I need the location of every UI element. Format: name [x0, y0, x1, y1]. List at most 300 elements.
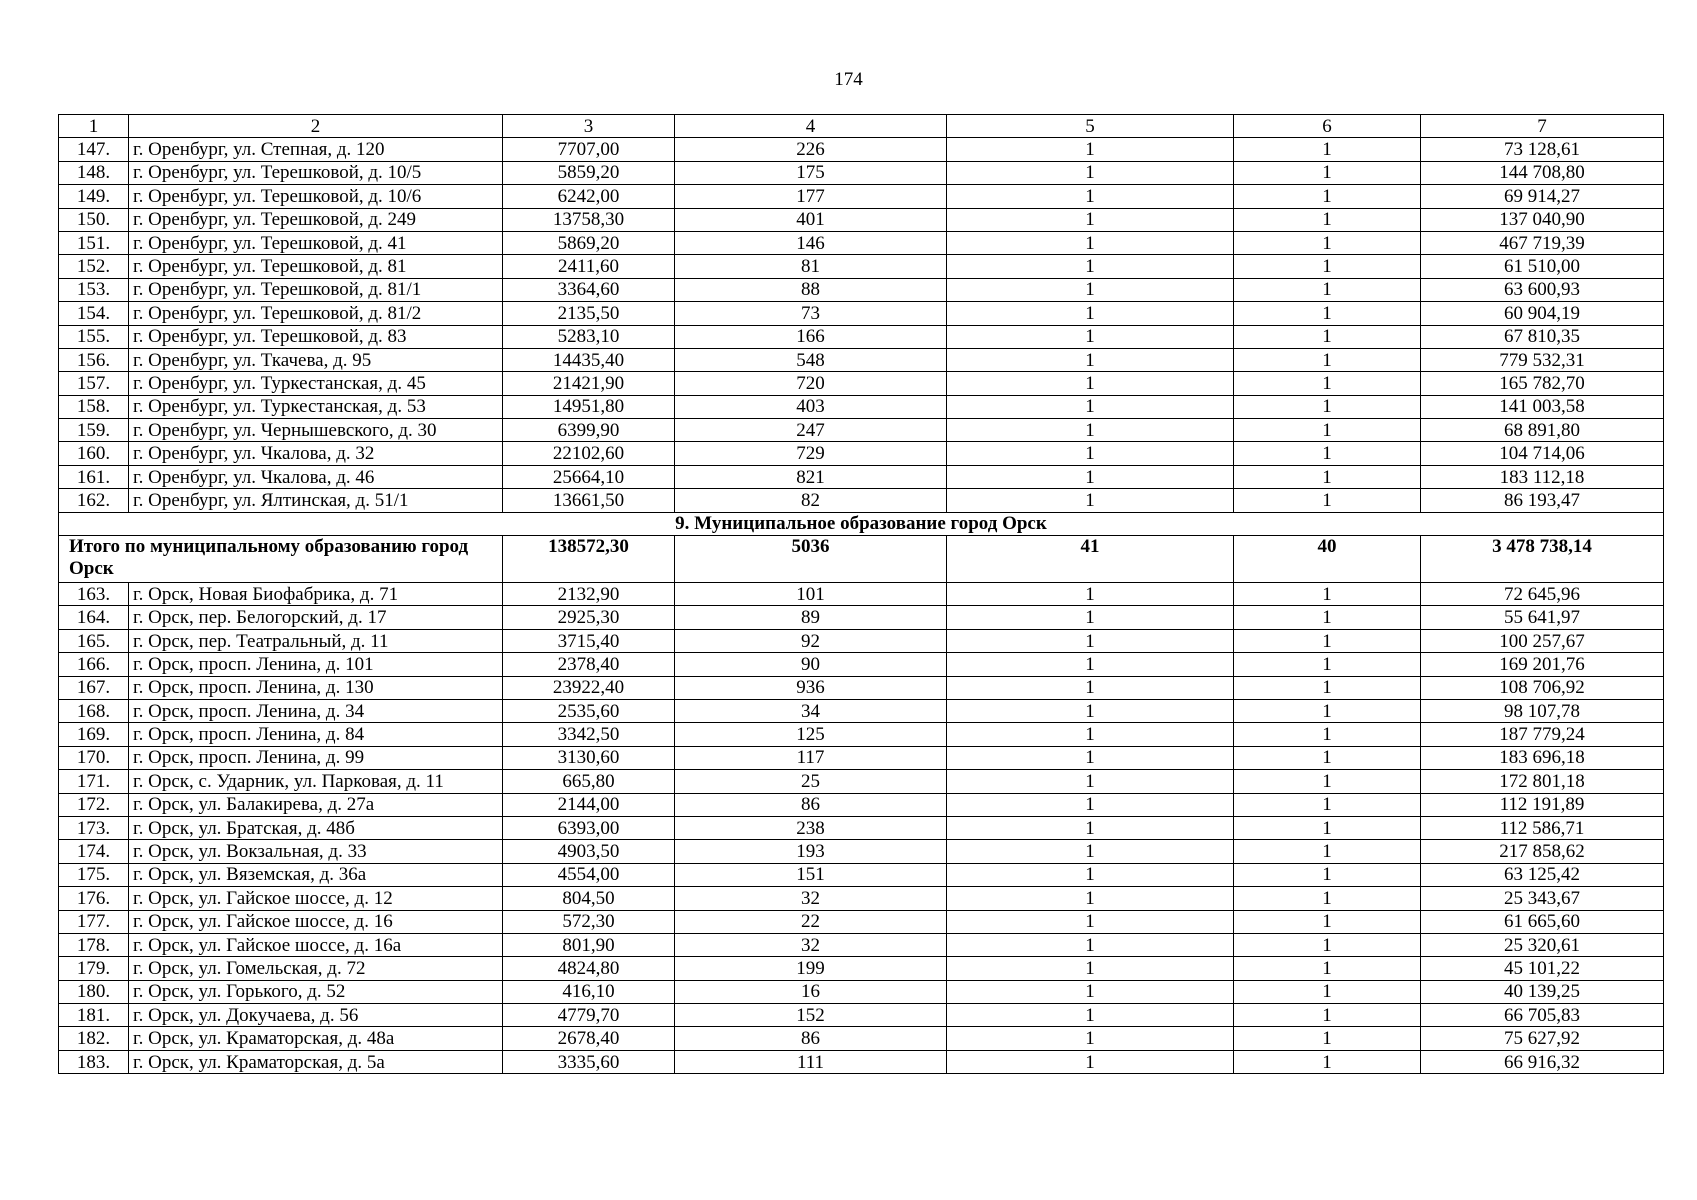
col5-cell: 1 [947, 606, 1234, 629]
row-number: 182. [59, 1027, 129, 1050]
area-cell: 5283,10 [503, 325, 675, 348]
row-number: 174. [59, 840, 129, 863]
col5-cell: 1 [947, 816, 1234, 839]
address-cell: г. Орск, ул. Краматорская, д. 48а [129, 1027, 503, 1050]
col5-cell: 1 [947, 746, 1234, 769]
cost-cell: 172 801,18 [1421, 770, 1664, 793]
cost-cell: 187 779,24 [1421, 723, 1664, 746]
cost-cell: 25 320,61 [1421, 933, 1664, 956]
cost-cell: 104 714,06 [1421, 442, 1664, 465]
address-cell: г. Оренбург, ул. Чкалова, д. 46 [129, 465, 503, 488]
col5-cell: 1 [947, 863, 1234, 886]
table-row [59, 746, 1664, 769]
table-row [59, 933, 1664, 956]
table-row [59, 208, 1664, 231]
cost-cell: 467 719,39 [1421, 231, 1664, 254]
column-header: 1 [59, 115, 129, 138]
row-number: 167. [59, 676, 129, 699]
row-number: 162. [59, 489, 129, 512]
col5-cell: 1 [947, 372, 1234, 395]
cost-cell: 67 810,35 [1421, 325, 1664, 348]
col6-cell: 1 [1234, 1004, 1421, 1027]
column-header: 3 [503, 115, 675, 138]
table-row [59, 676, 1664, 699]
address-cell: г. Орск, просп. Ленина, д. 130 [129, 676, 503, 699]
row-number: 158. [59, 395, 129, 418]
table-row [59, 887, 1664, 910]
col6-cell: 1 [1234, 653, 1421, 676]
col6-cell: 1 [1234, 793, 1421, 816]
total-label: Итого по муниципальному образованию город Орск [59, 536, 503, 583]
area-cell: 6399,90 [503, 419, 675, 442]
cost-cell: 165 782,70 [1421, 372, 1664, 395]
cost-cell: 100 257,67 [1421, 629, 1664, 652]
col5-cell: 1 [947, 302, 1234, 325]
col6-cell: 1 [1234, 489, 1421, 512]
col5-cell: 1 [947, 489, 1234, 512]
cost-cell: 45 101,22 [1421, 957, 1664, 980]
table-row [59, 138, 1664, 161]
col6-cell: 1 [1234, 325, 1421, 348]
residents-cell: 90 [675, 653, 947, 676]
area-cell: 3130,60 [503, 746, 675, 769]
residents-cell: 73 [675, 302, 947, 325]
table-row [59, 465, 1664, 488]
col5-cell: 1 [947, 1004, 1234, 1027]
residents-cell: 199 [675, 957, 947, 980]
col5-cell: 1 [947, 653, 1234, 676]
cost-cell: 72 645,96 [1421, 583, 1664, 606]
table-row [59, 770, 1664, 793]
cost-cell: 183 112,18 [1421, 465, 1664, 488]
row-number: 155. [59, 325, 129, 348]
address-cell: г. Оренбург, ул. Терешковой, д. 41 [129, 231, 503, 254]
area-cell: 7707,00 [503, 138, 675, 161]
table-row [59, 231, 1664, 254]
address-cell: г. Оренбург, ул. Терешковой, д. 83 [129, 325, 503, 348]
area-cell: 14435,40 [503, 348, 675, 371]
address-cell: г. Орск, пер. Белогорский, д. 17 [129, 606, 503, 629]
row-number: 156. [59, 348, 129, 371]
residents-cell: 81 [675, 255, 947, 278]
col6-cell: 1 [1234, 887, 1421, 910]
address-cell: г. Оренбург, ул. Терешковой, д. 10/6 [129, 185, 503, 208]
col6-cell: 1 [1234, 816, 1421, 839]
cost-cell: 183 696,18 [1421, 746, 1664, 769]
area-cell: 21421,90 [503, 372, 675, 395]
col5-cell: 1 [947, 910, 1234, 933]
col6-cell: 1 [1234, 255, 1421, 278]
col6-cell: 1 [1234, 933, 1421, 956]
section-heading: 9. Муниципальное образование город Орск [59, 512, 1664, 535]
col6-cell: 1 [1234, 185, 1421, 208]
residents-cell: 25 [675, 770, 947, 793]
col6-cell: 1 [1234, 840, 1421, 863]
row-number: 181. [59, 1004, 129, 1027]
col5-cell: 1 [947, 185, 1234, 208]
area-cell: 2135,50 [503, 302, 675, 325]
cost-cell: 60 904,19 [1421, 302, 1664, 325]
table-row [59, 793, 1664, 816]
area-cell: 3715,40 [503, 629, 675, 652]
col5-cell: 1 [947, 770, 1234, 793]
table-row [59, 395, 1664, 418]
table-row [59, 583, 1664, 606]
column-header: 5 [947, 115, 1234, 138]
row-number: 172. [59, 793, 129, 816]
total-col5: 41 [947, 536, 1234, 583]
cost-cell: 108 706,92 [1421, 676, 1664, 699]
area-cell: 804,50 [503, 887, 675, 910]
area-cell: 3364,60 [503, 278, 675, 301]
column-header: 6 [1234, 115, 1421, 138]
col5-cell: 1 [947, 395, 1234, 418]
cost-cell: 68 891,80 [1421, 419, 1664, 442]
table-row [59, 653, 1664, 676]
row-number: 166. [59, 653, 129, 676]
row-number: 160. [59, 442, 129, 465]
table-row [59, 957, 1664, 980]
residents-cell: 89 [675, 606, 947, 629]
area-cell: 22102,60 [503, 442, 675, 465]
address-cell: г. Орск, просп. Ленина, д. 99 [129, 746, 503, 769]
area-cell: 572,30 [503, 910, 675, 933]
address-cell: г. Орск, Новая Биофабрика, д. 71 [129, 583, 503, 606]
residents-cell: 88 [675, 278, 947, 301]
residents-cell: 32 [675, 887, 947, 910]
residents-cell: 151 [675, 863, 947, 886]
col5-cell: 1 [947, 255, 1234, 278]
total-row [59, 536, 1664, 583]
row-number: 165. [59, 629, 129, 652]
residents-cell: 548 [675, 348, 947, 371]
cost-cell: 63 125,42 [1421, 863, 1664, 886]
col6-cell: 1 [1234, 699, 1421, 722]
address-cell: г. Оренбург, ул. Степная, д. 120 [129, 138, 503, 161]
table-body [59, 115, 1664, 1074]
residents-cell: 821 [675, 465, 947, 488]
col5-cell: 1 [947, 419, 1234, 442]
total-residents: 5036 [675, 536, 947, 583]
table-row [59, 606, 1664, 629]
table-row [59, 1050, 1664, 1073]
area-cell: 2378,40 [503, 653, 675, 676]
row-number: 153. [59, 278, 129, 301]
address-cell: г. Орск, пер. Театральный, д. 11 [129, 629, 503, 652]
col5-cell: 1 [947, 278, 1234, 301]
table-row [59, 348, 1664, 371]
row-number: 154. [59, 302, 129, 325]
cost-cell: 137 040,90 [1421, 208, 1664, 231]
residents-cell: 32 [675, 933, 947, 956]
row-number: 176. [59, 887, 129, 910]
col5-cell: 1 [947, 442, 1234, 465]
cost-cell: 66 705,83 [1421, 1004, 1664, 1027]
col6-cell: 1 [1234, 161, 1421, 184]
residents-cell: 401 [675, 208, 947, 231]
address-cell: г. Орск, ул. Горького, д. 52 [129, 980, 503, 1003]
table-row [59, 185, 1664, 208]
col6-cell: 1 [1234, 770, 1421, 793]
area-cell: 6393,00 [503, 816, 675, 839]
row-number: 164. [59, 606, 129, 629]
row-number: 173. [59, 816, 129, 839]
residents-cell: 82 [675, 489, 947, 512]
row-number: 178. [59, 933, 129, 956]
area-cell: 25664,10 [503, 465, 675, 488]
address-cell: г. Оренбург, ул. Терешковой, д. 249 [129, 208, 503, 231]
row-number: 150. [59, 208, 129, 231]
row-number: 147. [59, 138, 129, 161]
area-cell: 23922,40 [503, 676, 675, 699]
area-cell: 4554,00 [503, 863, 675, 886]
column-header: 4 [675, 115, 947, 138]
cost-cell: 66 916,32 [1421, 1050, 1664, 1073]
table-row [59, 629, 1664, 652]
address-cell: г. Оренбург, ул. Туркестанская, д. 53 [129, 395, 503, 418]
col6-cell: 1 [1234, 606, 1421, 629]
col5-cell: 1 [947, 348, 1234, 371]
col5-cell: 1 [947, 465, 1234, 488]
table-row [59, 372, 1664, 395]
address-cell: г. Оренбург, ул. Терешковой, д. 81/1 [129, 278, 503, 301]
residents-cell: 101 [675, 583, 947, 606]
area-cell: 2144,00 [503, 793, 675, 816]
column-header: 2 [129, 115, 503, 138]
table-row [59, 325, 1664, 348]
area-cell: 6242,00 [503, 185, 675, 208]
cost-cell: 144 708,80 [1421, 161, 1664, 184]
cost-cell: 112 586,71 [1421, 816, 1664, 839]
table-row [59, 1004, 1664, 1027]
residents-cell: 193 [675, 840, 947, 863]
col5-cell: 1 [947, 583, 1234, 606]
table-row [59, 442, 1664, 465]
area-cell: 13758,30 [503, 208, 675, 231]
col6-cell: 1 [1234, 723, 1421, 746]
address-cell: г. Орск, ул. Гайское шоссе, д. 16а [129, 933, 503, 956]
column-number-header-row [59, 115, 1664, 138]
address-cell: г. Оренбург, ул. Чернышевского, д. 30 [129, 419, 503, 442]
address-cell: г. Орск, с. Ударник, ул. Парковая, д. 11 [129, 770, 503, 793]
col6-cell: 1 [1234, 348, 1421, 371]
col6-cell: 1 [1234, 910, 1421, 933]
row-number: 177. [59, 910, 129, 933]
area-cell: 2535,60 [503, 699, 675, 722]
col5-cell: 1 [947, 840, 1234, 863]
residents-cell: 152 [675, 1004, 947, 1027]
row-number: 179. [59, 957, 129, 980]
address-cell: г. Оренбург, ул. Терешковой, д. 81 [129, 255, 503, 278]
col6-cell: 1 [1234, 676, 1421, 699]
table-row [59, 161, 1664, 184]
area-cell: 5869,20 [503, 231, 675, 254]
address-cell: г. Орск, ул. Гайское шоссе, д. 12 [129, 887, 503, 910]
col6-cell: 1 [1234, 980, 1421, 1003]
address-cell: г. Орск, ул. Гомельская, д. 72 [129, 957, 503, 980]
col6-cell: 1 [1234, 583, 1421, 606]
col5-cell: 1 [947, 208, 1234, 231]
col5-cell: 1 [947, 161, 1234, 184]
table-row [59, 489, 1664, 512]
cost-cell: 98 107,78 [1421, 699, 1664, 722]
table-row [59, 980, 1664, 1003]
table-row [59, 419, 1664, 442]
residents-cell: 936 [675, 676, 947, 699]
address-cell: г. Орск, ул. Краматорская, д. 5а [129, 1050, 503, 1073]
cost-cell: 75 627,92 [1421, 1027, 1664, 1050]
row-number: 149. [59, 185, 129, 208]
area-cell: 416,10 [503, 980, 675, 1003]
cost-cell: 169 201,76 [1421, 653, 1664, 676]
cost-cell: 69 914,27 [1421, 185, 1664, 208]
residents-cell: 125 [675, 723, 947, 746]
residents-cell: 111 [675, 1050, 947, 1073]
area-cell: 4903,50 [503, 840, 675, 863]
residents-cell: 729 [675, 442, 947, 465]
col5-cell: 1 [947, 980, 1234, 1003]
col6-cell: 1 [1234, 1050, 1421, 1073]
page-number: 174 [834, 69, 863, 90]
cost-cell: 86 193,47 [1421, 489, 1664, 512]
row-number: 161. [59, 465, 129, 488]
col6-cell: 1 [1234, 465, 1421, 488]
address-cell: г. Оренбург, ул. Чкалова, д. 32 [129, 442, 503, 465]
row-number: 171. [59, 770, 129, 793]
cost-cell: 55 641,97 [1421, 606, 1664, 629]
area-cell: 2925,30 [503, 606, 675, 629]
cost-cell: 61 665,60 [1421, 910, 1664, 933]
residents-cell: 175 [675, 161, 947, 184]
col6-cell: 1 [1234, 1027, 1421, 1050]
col5-cell: 1 [947, 887, 1234, 910]
col6-cell: 1 [1234, 372, 1421, 395]
col6-cell: 1 [1234, 395, 1421, 418]
table-row [59, 255, 1664, 278]
row-number: 163. [59, 583, 129, 606]
cost-cell: 73 128,61 [1421, 138, 1664, 161]
cost-cell: 40 139,25 [1421, 980, 1664, 1003]
table-row [59, 863, 1664, 886]
residents-cell: 247 [675, 419, 947, 442]
row-number: 169. [59, 723, 129, 746]
total-col6: 40 [1234, 536, 1421, 583]
residents-cell: 86 [675, 793, 947, 816]
address-cell: г. Орск, просп. Ленина, д. 84 [129, 723, 503, 746]
col6-cell: 1 [1234, 231, 1421, 254]
residents-cell: 177 [675, 185, 947, 208]
address-cell: г. Оренбург, ул. Терешковой, д. 81/2 [129, 302, 503, 325]
col6-cell: 1 [1234, 957, 1421, 980]
data-table [58, 114, 1664, 1074]
residents-cell: 226 [675, 138, 947, 161]
address-cell: г. Орск, ул. Докучаева, д. 56 [129, 1004, 503, 1027]
address-cell: г. Орск, ул. Балакирева, д. 27а [129, 793, 503, 816]
row-number: 183. [59, 1050, 129, 1073]
address-cell: г. Орск, ул. Вокзальная, д. 33 [129, 840, 503, 863]
area-cell: 4824,80 [503, 957, 675, 980]
area-cell: 665,80 [503, 770, 675, 793]
cost-cell: 217 858,62 [1421, 840, 1664, 863]
residents-cell: 34 [675, 699, 947, 722]
section-heading-row [59, 512, 1664, 535]
table-row [59, 840, 1664, 863]
cost-cell: 779 532,31 [1421, 348, 1664, 371]
total-cost: 3 478 738,14 [1421, 536, 1664, 583]
col6-cell: 1 [1234, 302, 1421, 325]
col5-cell: 1 [947, 723, 1234, 746]
address-cell: г. Орск, ул. Братская, д. 48б [129, 816, 503, 839]
row-number: 170. [59, 746, 129, 769]
residents-cell: 92 [675, 629, 947, 652]
residents-cell: 86 [675, 1027, 947, 1050]
address-cell: г. Оренбург, ул. Ялтинская, д. 51/1 [129, 489, 503, 512]
residents-cell: 146 [675, 231, 947, 254]
cost-cell: 112 191,89 [1421, 793, 1664, 816]
col6-cell: 1 [1234, 278, 1421, 301]
residents-cell: 403 [675, 395, 947, 418]
area-cell: 3342,50 [503, 723, 675, 746]
cost-cell: 63 600,93 [1421, 278, 1664, 301]
residents-cell: 238 [675, 816, 947, 839]
row-number: 175. [59, 863, 129, 886]
residents-cell: 16 [675, 980, 947, 1003]
col5-cell: 1 [947, 1027, 1234, 1050]
col6-cell: 1 [1234, 746, 1421, 769]
table-row [59, 910, 1664, 933]
col5-cell: 1 [947, 793, 1234, 816]
col5-cell: 1 [947, 1050, 1234, 1073]
row-number: 168. [59, 699, 129, 722]
table-row [59, 302, 1664, 325]
col5-cell: 1 [947, 231, 1234, 254]
table-row [59, 278, 1664, 301]
col5-cell: 1 [947, 699, 1234, 722]
cost-cell: 141 003,58 [1421, 395, 1664, 418]
area-cell: 3335,60 [503, 1050, 675, 1073]
address-cell: г. Орск, ул. Вяземская, д. 36а [129, 863, 503, 886]
address-cell: г. Орск, ул. Гайское шоссе, д. 16 [129, 910, 503, 933]
row-number: 157. [59, 372, 129, 395]
col6-cell: 1 [1234, 419, 1421, 442]
area-cell: 2411,60 [503, 255, 675, 278]
col6-cell: 1 [1234, 629, 1421, 652]
area-cell: 2678,40 [503, 1027, 675, 1050]
address-cell: г. Орск, просп. Ленина, д. 34 [129, 699, 503, 722]
column-header: 7 [1421, 115, 1664, 138]
area-cell: 14951,80 [503, 395, 675, 418]
area-cell: 13661,50 [503, 489, 675, 512]
residents-cell: 117 [675, 746, 947, 769]
col5-cell: 1 [947, 138, 1234, 161]
row-number: 180. [59, 980, 129, 1003]
area-cell: 2132,90 [503, 583, 675, 606]
row-number: 152. [59, 255, 129, 278]
table-row [59, 1027, 1664, 1050]
col6-cell: 1 [1234, 863, 1421, 886]
address-cell: г. Оренбург, ул. Терешковой, д. 10/5 [129, 161, 503, 184]
total-area: 138572,30 [503, 536, 675, 583]
col5-cell: 1 [947, 957, 1234, 980]
col5-cell: 1 [947, 676, 1234, 699]
col5-cell: 1 [947, 325, 1234, 348]
cost-cell: 61 510,00 [1421, 255, 1664, 278]
residents-cell: 166 [675, 325, 947, 348]
col6-cell: 1 [1234, 442, 1421, 465]
col5-cell: 1 [947, 933, 1234, 956]
table-row [59, 723, 1664, 746]
row-number: 159. [59, 419, 129, 442]
